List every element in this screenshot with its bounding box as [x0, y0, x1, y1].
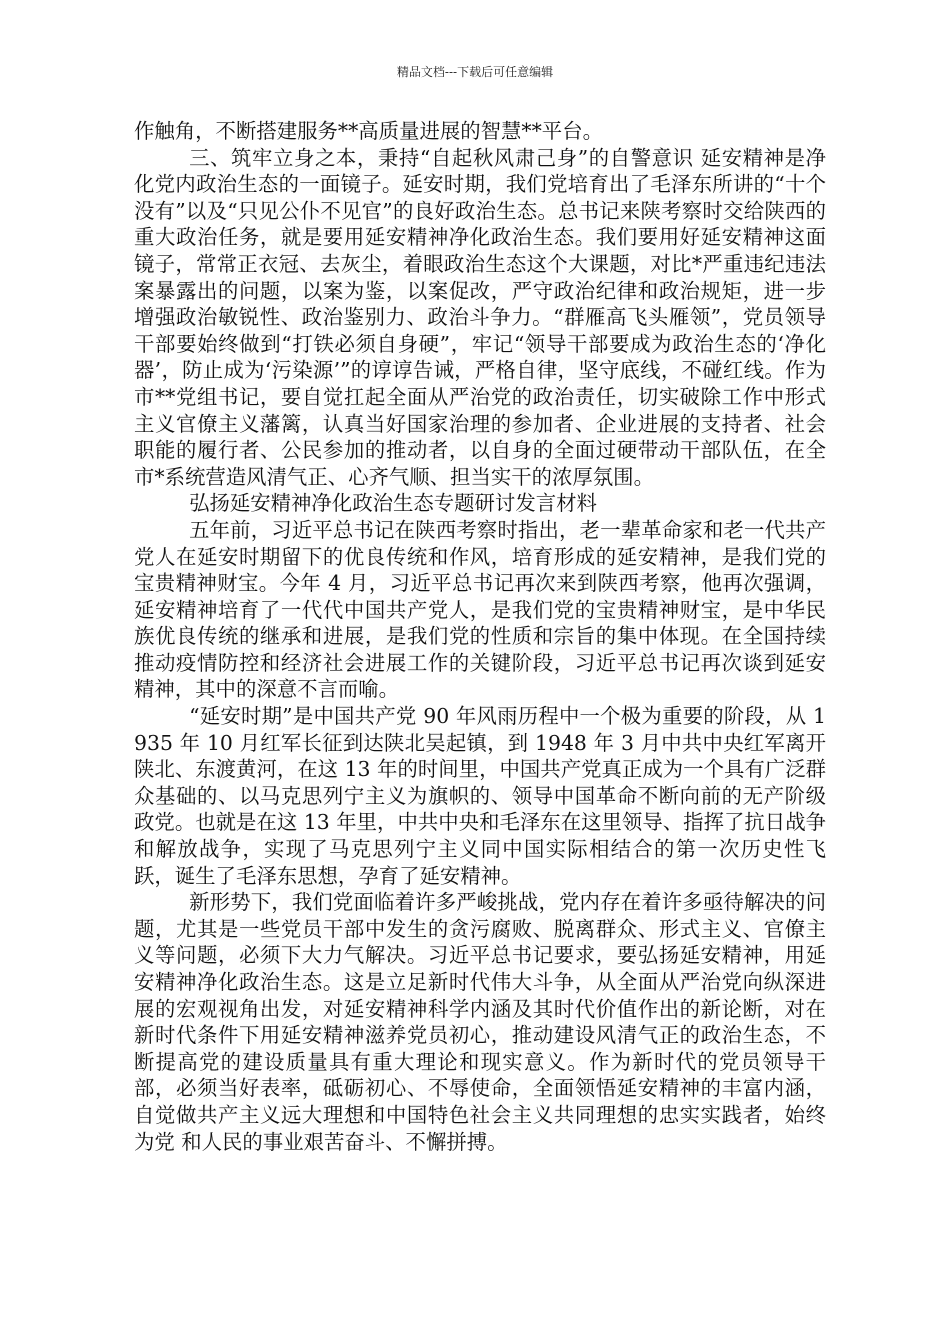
paragraph-yanan-period: “延安时期”是中国共产党 90 年风雨历程中一个极为重要的阶段，从 1935 年 10 月红军长征到达陕北吴起镇，到 1948 年 3 月中共中央红军离开陕北、东渡黄河，在这 13 年的时间里，中国共产党真正成为一个具有广泛群众基础的、以马克思列宁主义为旗帜的、领导中国革命不断向前的无产阶级政党。也就是在这 13 年里，中共中央和毛泽东在这里领导、指挥了抗日战争和解放战争，实现了马克思列宁主义同中国实际相结合的第一次历史性飞跃，诞生了毛泽东思想，孕育了延安精神。 — [134, 704, 826, 888]
document-body — [134, 118, 826, 1155]
page-header: 精品文档---下载后可任意编辑 — [396, 65, 554, 79]
document-subtitle: 弘扬延安精神净化政治生态专题研讨发言材料 — [189, 491, 597, 516]
paragraph-intro: 五年前，习近平总书记在陕西考察时指出，老一辈革命家和老一代共产党人在延安时期留下的优良传统和作风，培育形成的延安精神，是我们党的宝贵精神财宝。今年 4 月，习近平总书记再次来到陕西考察，他再次强调，延安精神培育了一代代中国共产党人，是我们党的宝贵精神财宝，是中华民族优良传统的继承和进展，是我们党的性质和宗旨的集中体现。在全国持续推动疫情防控和经济社会进展工作的关键阶段，习近平总书记再次谈到延安精神，其中的深意不言而喻。 — [134, 517, 826, 702]
paragraph-section-three: 三、筑牢立身之本，秉持“自起秋风肃己身”的自警意识 延安精神是净化党内政治生态的一面镜子。延安时期，我们党培育出了毛泽东所讲的“十个没有”以及“只见公仆不见官”的良好政治生态。总书记来陕考察时交给陕西的重大政治任务，就是要用延安精神净化政治生态。我们要用好延安精神这面镜子，常常正衣冠、去灰尘，着眼政治生态这个大课题，对比*严重违纪违法案暴露出的问题，以案为鉴，以案促改，严守政治纪律和政治规矩，进一步增强政治敏锐性、政治鉴别力、政治斗争力。“群雁高飞头雁领”，党员领导干部要始终做到“打铁必须自身硬”，牢记“领导干部要成为政治生态的‘净化器’，防止成为‘污染源’”的谆谆告诫，严格自律，坚守底线，不碰红线。作为市**党组书记，要自觉扛起全面从严治党的政治责任，切实破除工作中形式主义官僚主义藩篱，认真当好国家治理的参加者、企业进展的支持者、社会职能的履行者、公民参加的推动者，以自身的全面过硬带动干部队伍，在全市*系统营造风清气正、心齐气顺、担当实干的浓厚氛围。 — [134, 145, 826, 489]
paragraph-continuation: 作触角，不断搭建服务**高质量进展的智慧**平台。 — [134, 119, 603, 143]
paragraph-new-situation: 新形势下，我们党面临着许多严峻挑战，党内存在着许多亟待解决的问题，尤其是一些党员干部中发生的贪污腐败、脱离群众、形式主义、官僚主义等问题，必须下大力气解决。习近平总书记要求，要弘扬延安精神，用延安精神净化政治生态。这是立足新时代伟大斗争，从全面从严治党向纵深进展的宏观视角出发，对延安精神科学内涵及其时代价值作出的新论断，对在新时代条件下用延安精神滋养党员初心，推动建设风清气正的政治生态，不断提高党的建设质量具有重大理论和现实意义。作为新时代的党员领导干部，必须当好表率，砥砺初心、不辱使命，全面领悟延安精神的丰富内涵，自觉做共产主义远大理想和中国特色社会主义共同理想的忠实实践者，始终为党 和人民的事业艰苦奋斗、不懈拼搏。 — [134, 890, 826, 1154]
